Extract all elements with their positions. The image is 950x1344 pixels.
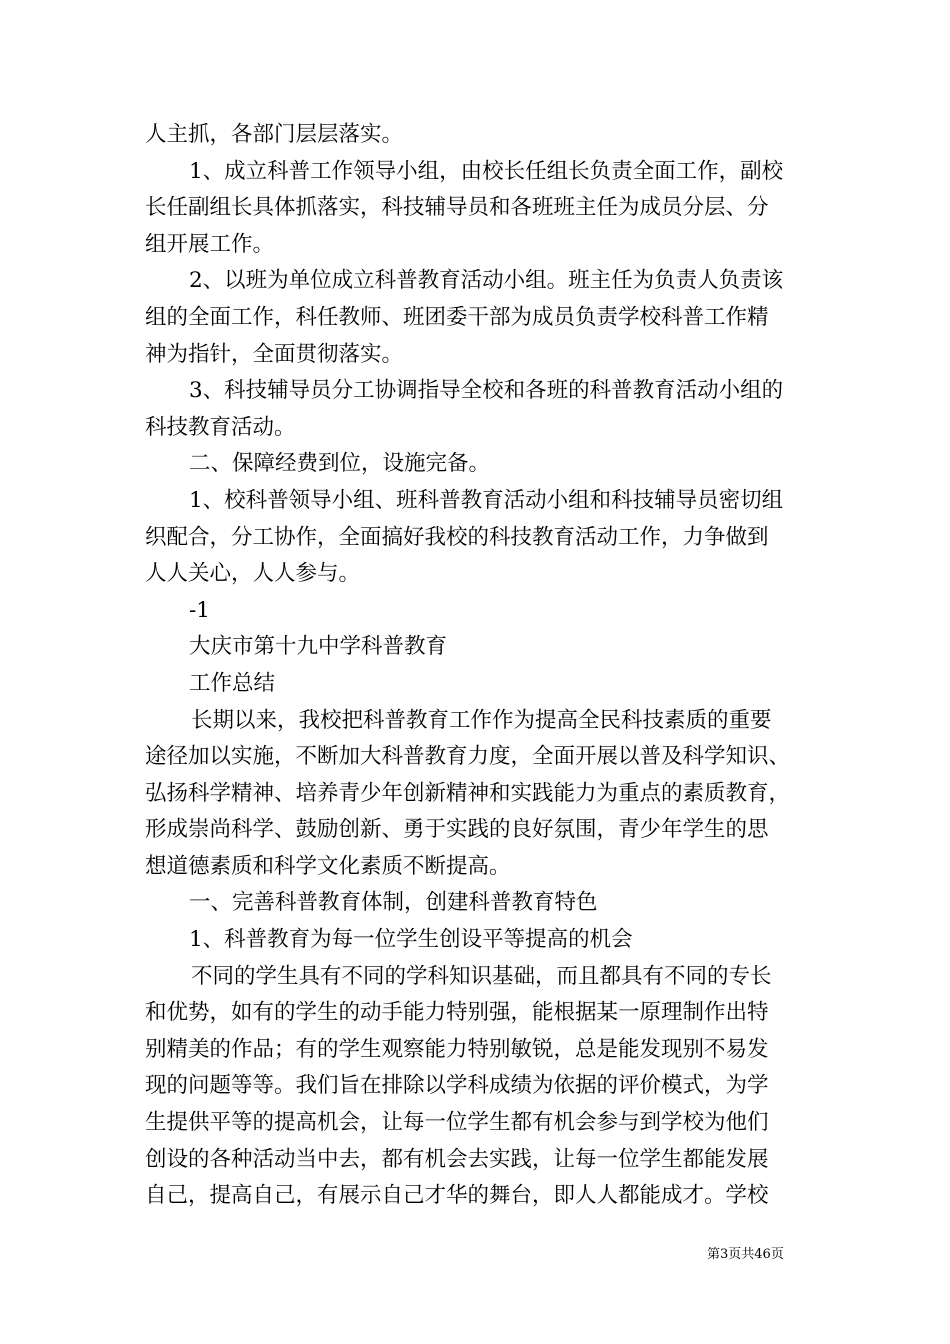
text-line: 现的问题等等。我们旨在排除以学科成绩为依据的评价模式，为学 (145, 1073, 769, 1099)
section-heading: 二、保障经费到位，设施完备。 (189, 451, 491, 477)
text-line: 人人关心，人人参与。 (145, 561, 361, 587)
section-heading: 一、完善科普教育体制，创建科普教育特色 (189, 890, 598, 916)
text-line: 1、校科普领导小组、班科普教育活动小组和科技辅导员密切组 (189, 487, 784, 513)
page-number: 第3页共46页 (707, 1247, 784, 1262)
text-line: 别精美的作品；有的学生观察能力特别敏锐，总是能发现别不易发 (145, 1036, 769, 1062)
text-line: 弘扬科学精神、培养青少年创新精神和实践能力为重点的素质教育， (145, 780, 791, 806)
page-marker: -1 (189, 597, 210, 623)
text-line: 长期以来，我校把科普教育工作作为提高全民科技素质的重要 (191, 707, 772, 733)
text-line: 自己，提高自己，有展示自己才华的舞台，即人人都能成才。学校 (145, 1183, 769, 1209)
text-line: 不同的学生具有不同的学科知识基础，而且都具有不同的专长 (191, 963, 772, 989)
text-line: 织配合，分工协作，全面搞好我校的科技教育活动工作，力争做到 (145, 524, 769, 550)
text-line: 形成崇尚科学、鼓励创新、勇于实践的良好氛围，青少年学生的思 (145, 817, 769, 843)
text-line: 神为指针，全面贯彻落实。 (145, 341, 404, 367)
text-line: 长任副组长具体抓落实，科技辅导员和各班班主任为成员分层、分 (145, 195, 769, 221)
text-line: 途径加以实施，不断加大科普教育力度，全面开展以普及科学知识、 (145, 744, 791, 770)
text-line: 人主抓，各部门层层落实。 (145, 122, 404, 147)
subsection-heading: 1、科普教育为每一位学生创设平等提高的机会 (189, 927, 633, 953)
text-line: 和优势，如有的学生的动手能力特别强，能根据某一原理制作出特 (145, 1000, 769, 1026)
text-line: 科技教育活动。 (145, 414, 296, 440)
text-line: 组的全面工作，科任教师、班团委干部为成员负责学校科普工作精 (145, 304, 769, 330)
document-title: 大庆市第十九中学科普教育 (189, 634, 448, 660)
text-line: 想道德素质和科学文化素质不断提高。 (145, 853, 511, 879)
text-line: 创设的各种活动当中去，都有机会去实践，让每一位学生都能发展 (145, 1146, 769, 1172)
text-line: 2、以班为单位成立科普教育活动小组。班主任为负责人负责该 (189, 268, 784, 294)
text-line: 生提供平等的提高机会，让每一位学生都有机会参与到学校为他们 (145, 1110, 769, 1136)
text-line: 1、成立科普工作领导小组，由校长任组长负责全面工作，副校 (189, 158, 784, 184)
document-body (145, 117, 810, 1215)
document-subtitle: 工作总结 (189, 670, 276, 696)
text-line: 组开展工作。 (145, 231, 275, 257)
text-line: 3、科技辅导员分工协调指导全校和各班的科普教育活动小组的 (189, 378, 784, 404)
